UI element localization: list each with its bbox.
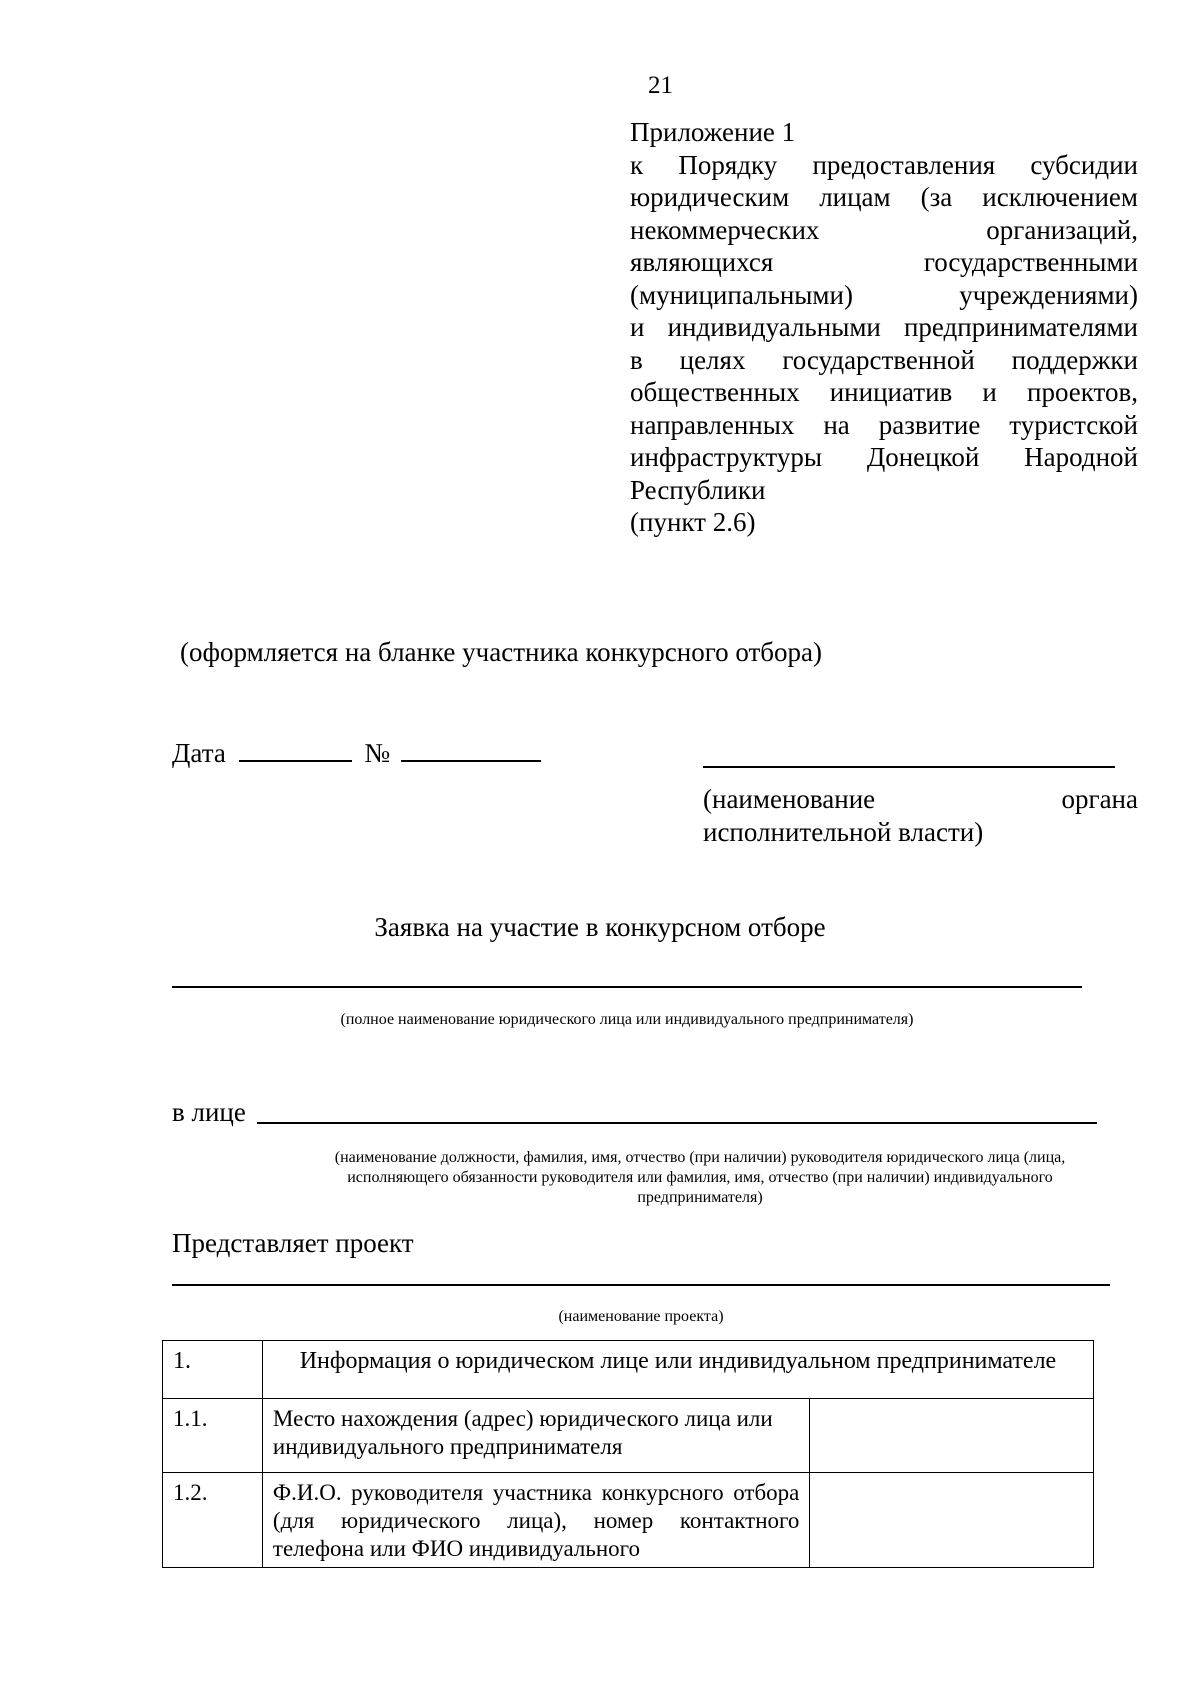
page-number: 21	[648, 72, 673, 99]
table-row	[163, 1399, 1094, 1473]
project-name-field[interactable]	[172, 1284, 1110, 1286]
row-label: Ф.И.О. руководителя участника конкурсного отбора (для юридического лица), номер контактного телефона или ФИО индивидуального	[262, 1473, 809, 1568]
recipient-field[interactable]	[703, 766, 1115, 768]
appendix-line: являющихся государственными	[630, 247, 1138, 277]
letterhead-note: (оформляется на бланке участника конкурсного отбора)	[180, 637, 823, 667]
row-label: Место нахождения (адрес) юридического лица или индивидуального предпринимателя	[262, 1399, 809, 1473]
appendix-line: (муниципальными) учреждениями)	[630, 279, 1138, 310]
in-person-caption-line: предпринимателя)	[637, 1189, 763, 1206]
section-number: 1.	[163, 1341, 263, 1399]
table-row	[163, 1473, 1094, 1568]
table-section-row	[163, 1341, 1094, 1399]
in-person-label: в лице	[172, 1097, 246, 1127]
appendix-last-line: Республики	[630, 474, 766, 505]
appendix-line: общественных инициатив и проектов,	[630, 377, 1138, 407]
row-value-cell[interactable]	[810, 1399, 1094, 1473]
row-number: 1.2.	[163, 1473, 263, 1568]
number-field[interactable]	[401, 734, 541, 762]
project-caption: (наименование проекта)	[558, 1308, 724, 1325]
appendix-title: Приложение 1	[630, 117, 796, 147]
recipient-caption-line: исполнительной власти)	[703, 816, 984, 847]
legal-name-caption: (полное наименование юридического лица или индивидуального предпринимателя)	[340, 1011, 914, 1028]
row-number: 1.1.	[163, 1399, 263, 1473]
applicant-info-table	[162, 1340, 1094, 1568]
in-person-caption-line: исполняющего обязанности руководителя или фамилия, имя, отчество (при наличии) индивидуального	[347, 1169, 1053, 1186]
document-title: Заявка на участие в конкурсном отборе	[374, 912, 826, 942]
section-title: Информация о юридическом лице или индивидуальном предпринимателе	[262, 1341, 1093, 1399]
number-label: №	[364, 738, 391, 768]
recipient-caption	[703, 783, 1138, 848]
appendix-line: некоммерческих организаций,	[630, 214, 1138, 245]
appendix-line: к Порядку предоставления субсидии	[630, 149, 1138, 180]
date-label: Дата	[172, 738, 226, 768]
appendix-line: юридическим лицам (за исключением	[630, 182, 1138, 212]
appendix-line: направленных на развитие туристской	[630, 409, 1138, 440]
in-person-field[interactable]	[257, 1122, 1097, 1124]
presents-label: Представляет проект	[172, 1228, 414, 1258]
appendix-clause: (пункт 2.6)	[630, 507, 756, 537]
appendix-line: в целях государственной поддержки	[630, 344, 1138, 375]
legal-name-field[interactable]	[172, 986, 1082, 988]
row-value-cell[interactable]	[810, 1473, 1094, 1568]
recipient-caption-line: (наименование органа	[703, 784, 1138, 814]
in-person-caption-line: (наименование должности, фамилия, имя, отчество (при наличии) руководителя юридического лица (лица,	[334, 1149, 1066, 1166]
date-number-row	[172, 734, 541, 769]
in-person-caption	[270, 1148, 1130, 1208]
date-field[interactable]	[239, 734, 352, 762]
appendix-line: и индивидуальными предпринимателями	[630, 312, 1138, 342]
appendix-header	[630, 116, 1138, 539]
appendix-line: инфраструктуры Донецкой Народной	[630, 442, 1138, 472]
